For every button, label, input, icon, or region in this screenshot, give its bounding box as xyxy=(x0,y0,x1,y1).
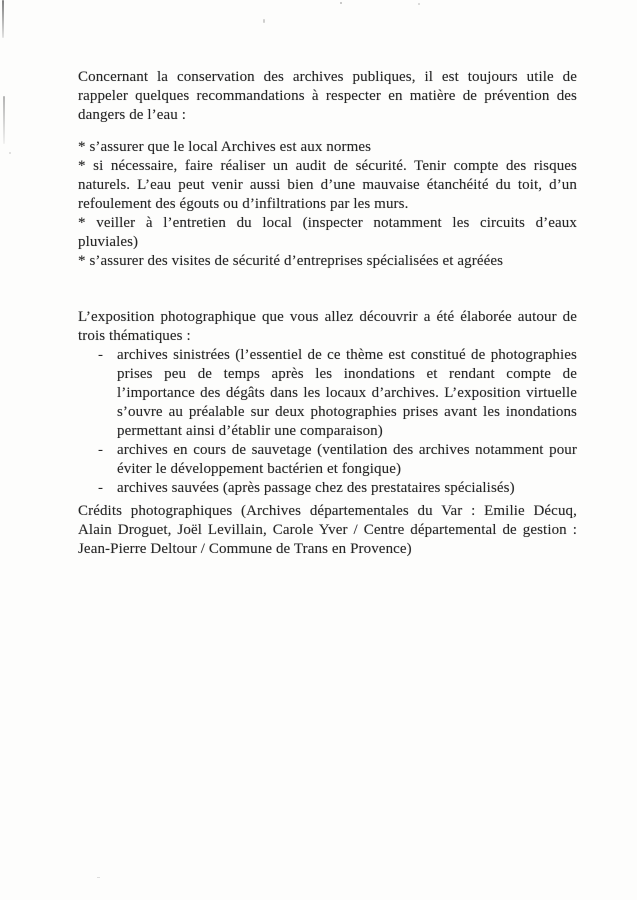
theme-item-archives-sauvees xyxy=(78,479,577,498)
text-line: pluviales) xyxy=(78,234,139,250)
text-line: Jean-Pierre Deltour / Commune de Trans en Provence) xyxy=(78,541,412,557)
scan-artifact-speck xyxy=(418,3,420,5)
text-line: s’ouvre au préalable sur deux photographies prises avant les inondations xyxy=(117,404,577,420)
text-line: archives sinistrées (l’essentiel de ce thème est constitué de photographies xyxy=(117,347,577,363)
text-line: éviter le développement bactérien et fongique) xyxy=(117,461,402,477)
text-line: rappeler quelques recommandations à respecter en matière de prévention des xyxy=(78,88,577,104)
text-line: archives en cours de sauvetage (ventilation des archives notamment pour xyxy=(117,442,577,458)
dash-bullet: - xyxy=(98,480,103,496)
text-line: * s’assurer que le local Archives est aux normes xyxy=(78,139,372,155)
scan-artifact-left-edge-line-lower xyxy=(3,96,5,144)
text-line: * veiller à l’entretien du local (inspecter notamment les circuits d’eaux xyxy=(78,215,577,231)
intro-paragraph xyxy=(78,68,577,125)
dash-bullet: - xyxy=(98,442,103,458)
text-line: prises peu de temps après les inondations et rendant compte de xyxy=(117,366,577,382)
recommendations-list xyxy=(78,138,577,271)
text-line: refoulement des égouts ou d’infiltrations par les murs. xyxy=(78,196,409,212)
text-line: * si nécessaire, faire réaliser un audit de sécurité. Tenir compte des risques xyxy=(78,158,577,174)
text-line: archives sauvées (après passage chez des prestataires spécialisés) xyxy=(117,480,515,496)
credits-paragraph xyxy=(78,502,577,559)
text-line: trois thématiques : xyxy=(78,328,191,344)
theme-item-archives-sinistrees xyxy=(78,346,577,441)
dash-bullet: - xyxy=(98,347,103,363)
theme-item-archives-en-cours-de-sauvetage xyxy=(78,441,577,479)
text-line: Alain Droguet, Joël Levillain, Carole Yver / Centre départemental de gestion : xyxy=(78,522,577,538)
text-line: naturels. L’eau peut venir aussi bien d’une mauvaise étanchéité du toit, d’un xyxy=(78,177,577,193)
text-line: Concernant la conservation des archives publiques, il est toujours utile de xyxy=(78,69,577,85)
text-line: dangers de l’eau : xyxy=(78,107,187,123)
text-line: permettant ainsi d’établir une comparaison) xyxy=(117,423,383,439)
text-line: Crédits photographiques (Archives départementales du Var : Emilie Décuq, xyxy=(78,503,577,519)
scan-artifact-left-edge-line-top xyxy=(2,0,4,38)
scan-artifact-speck xyxy=(97,877,100,878)
scan-artifact-speck xyxy=(263,19,265,23)
scan-artifact-speck xyxy=(9,152,11,154)
exposition-paragraph xyxy=(78,308,577,498)
text-line: L’exposition photographique que vous allez découvrir a été élaborée autour de xyxy=(78,309,577,325)
text-line: l’importance des dégâts dans les locaux d’archives. L’exposition virtuelle xyxy=(117,385,577,401)
text-line: * s’assurer des visites de sécurité d’entreprises spécialisées et agréées xyxy=(78,253,504,269)
scan-artifact-speck xyxy=(340,2,342,4)
